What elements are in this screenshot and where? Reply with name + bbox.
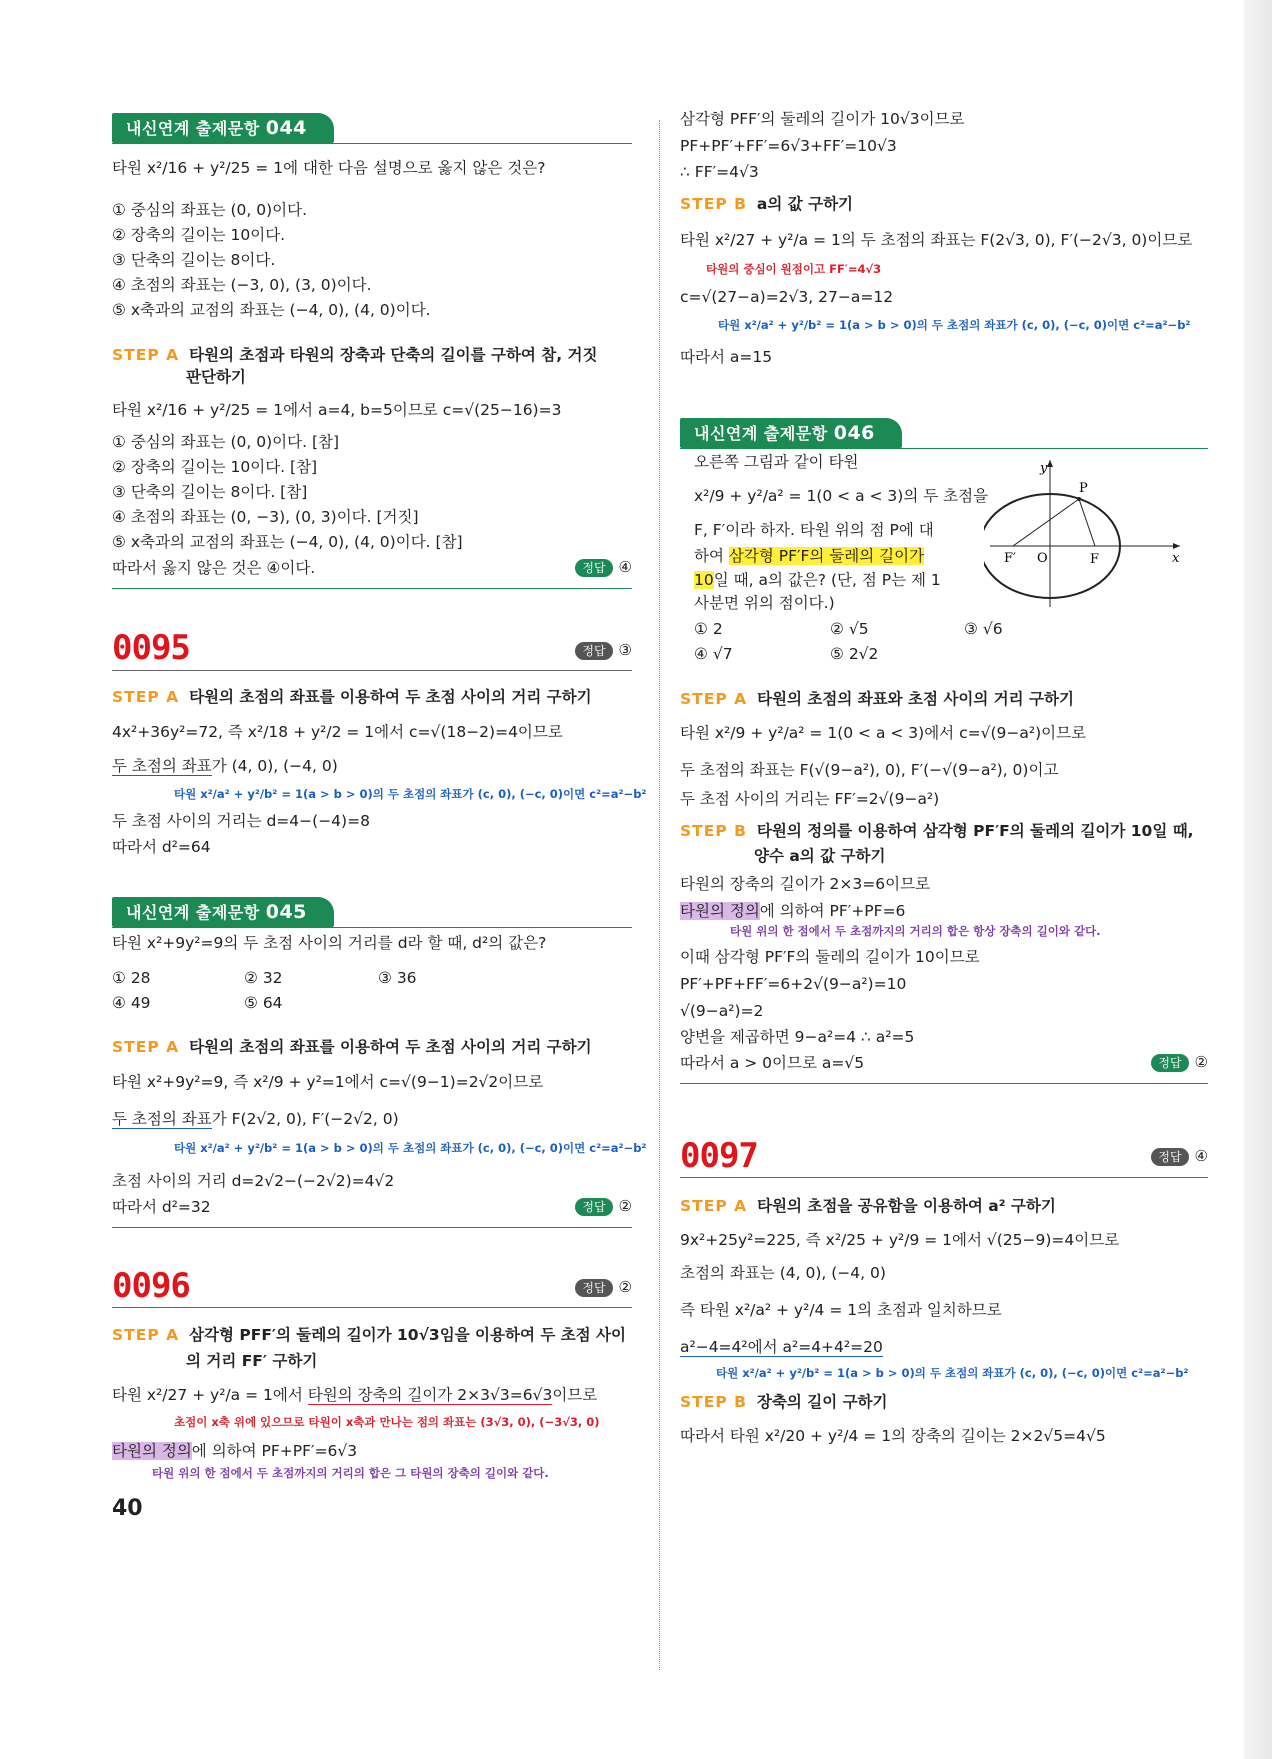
solution-line: 양변을 제곱하면 9−a²=4 ∴ a²=5 [680,1028,915,1046]
y-axis-arrow [1047,460,1053,467]
annotation-note: 타원 x²/a² + y²/b² = 1(a > b > 0)의 두 초점의 좌표가 (c, 0), (−c, 0)이면 c²=a²−b² [174,1141,647,1155]
annotation-note: 타원 위의 한 점에서 두 초점까지의 거리의 합은 항상 장축의 길이와 같다. [730,924,1101,938]
solution-line: 4x²+36y²=72, 즉 x²/18 + y²/2 = 1에서 c=√(18−2)=4이므로 [112,723,563,741]
solution-line: 따라서 a=15 [680,348,773,366]
annotation-note: 타원 x²/a² + y²/b² = 1(a > b > 0)의 두 초점의 좌표가 (c, 0), (−c, 0)이면 c²=a²−b² [718,318,1191,332]
choice: ⑤ 2√2 [830,645,879,663]
answer-badge [1151,1147,1208,1166]
answer-badge [575,1197,632,1216]
step-title: 타원의 초점과 타원의 장축과 단축의 길이를 구하여 참, 거짓 [189,346,598,364]
answer-pill: 정답 [575,1279,612,1297]
point-f-label: F [1090,552,1100,567]
column-divider [659,120,660,1670]
header-tag-text: 내신연계 출제문항 [694,424,828,443]
question-stem: 타원 x²+9y²=9의 두 초점 사이의 거리를 d라 할 때, d²의 값은? [112,934,547,952]
step-label: STEP A [680,1197,748,1215]
point-fprime-label: F′ [1004,551,1016,566]
step-a-heading [112,344,598,366]
header-number: 046 [833,422,875,444]
answer-pill: 정답 [1151,1148,1188,1166]
step-title: 타원의 정의를 이용하여 삼각형 PF′F의 둘레의 길이가 10일 때, [756,822,1194,840]
solution-line: √(9−a²)=2 [680,1002,764,1020]
line-text: 가 F(2√2, 0), F′(−2√2, 0) [211,1110,399,1128]
header-tag [112,113,334,143]
answer-badge [575,1278,632,1297]
solution-line: ⑤ x축과의 교점의 좌표는 (−4, 0), (4, 0)이다. [참] [112,533,463,551]
solution-line: 따라서 d²=64 [112,838,211,856]
solution-line: 즉 타원 x²/a² + y²/4 = 1의 초점과 일치하므로 [680,1301,1002,1319]
problem-rule [112,1307,632,1308]
underlined-phrase: 타원의 장축의 길이가 2×3√3=6√3 [307,1386,553,1404]
step-title-cont: 판단하기 [186,368,246,386]
step-title: 장축의 길이 구하기 [756,1393,888,1411]
problem-rule [112,670,632,671]
answer-badge [1151,1053,1208,1072]
segment-pfp [1013,499,1079,546]
solution-line: 타원 x²/27 + y²/a = 1의 두 초점의 좌표는 F(2√3, 0), F′(−2√3, 0)이므로 [680,231,1193,249]
problem-number: 0095 [112,628,190,668]
solution-line: 따라서 타원 x²/20 + y²/4 = 1의 장축의 길이는 2×2√5=4√5 [680,1427,1106,1445]
answer-value: ② [618,1278,632,1296]
answer-badge [575,558,632,577]
step-title: 타원의 초점의 좌표와 초점 사이의 거리 구하기 [757,690,1074,708]
problem-number: 0096 [112,1266,190,1306]
choice: ⑤ 64 [244,994,283,1012]
question-line [694,570,941,590]
solution-line [680,1337,883,1357]
question-line: 사분면 위의 점이다.) [694,594,835,612]
choice: ④ √7 [694,645,733,663]
choice: ② 장축의 길이는 10이다. [112,226,286,244]
header-tag [680,418,902,448]
step-a-heading [680,688,1074,710]
choice: ② √5 [830,620,869,638]
line-text: 에 의하여 PF′+PF=6 [759,902,906,920]
solution-line: 삼각형 PFF′의 둘레의 길이가 10√3이므로 [680,110,965,128]
choice: ③ 단축의 길이는 8이다. [112,251,276,269]
page-number: 40 [112,1496,143,1521]
solution-line: 따라서 a > 0이므로 a=√5 [680,1054,865,1072]
step-title: 삼각형 PFF′의 둘레의 길이가 10√3임을 이용하여 두 초점 사이 [189,1326,626,1344]
solution-line: 따라서 옳지 않은 것은 ④이다. [112,559,316,577]
choice: ② 32 [244,969,283,987]
step-b-heading [680,820,1194,842]
choice: ③ 36 [378,969,417,987]
line-text: 에 의하여 PF+PF′=6√3 [191,1442,358,1460]
step-a-heading [680,1195,1056,1217]
choice: ① 28 [112,969,151,987]
choice: ① 중심의 좌표는 (0, 0)이다. [112,201,308,219]
question-stem: 타원 x²/16 + y²/25 = 1에 대한 다음 설명으로 옳지 않은 것은? [112,159,546,177]
highlighted-phrase: 타원의 정의 [112,1442,192,1460]
step-title: 타원의 초점을 공유함을 이용하여 a² 구하기 [757,1197,1056,1215]
header-tag-text: 내신연계 출제문항 [126,119,260,138]
y-axis-label: y [1040,461,1048,476]
step-label: STEP B [680,822,747,840]
solution-line: 이때 삼각형 PF′F의 둘레의 길이가 10이므로 [680,948,980,966]
solution-line: 따라서 d²=32 [112,1198,211,1216]
step-label: STEP A [112,346,180,364]
section-separator [112,1227,632,1228]
solution-line: 타원 x²/9 + y²/a² = 1(0 < a < 3)에서 c=√(9−a²)이므로 [680,724,1087,742]
solution-line: 타원 x²/16 + y²/25 = 1에서 a=4, b=5이므로 c=√(25−16)=3 [112,401,562,419]
line-text: 가 (4, 0), (−4, 0) [211,757,338,775]
choice: ⑤ x축과의 교점의 좌표는 (−4, 0), (4, 0)이다. [112,301,431,319]
solution-line: 9x²+25y²=225, 즉 x²/25 + y²/9 = 1에서 √(25−9)=4이므로 [680,1231,1120,1249]
step-title: a의 값 구하기 [756,195,854,213]
step-a-heading [112,686,592,708]
solution-line: 두 초점 사이의 거리는 FF′=2√(9−a²) [680,790,940,808]
answer-value: ③ [618,641,632,659]
solution-line: ② 장축의 길이는 10이다. [참] [112,458,318,476]
choice: ③ √6 [964,620,1003,638]
annotation-note: 타원 위의 한 점에서 두 초점까지의 거리의 합은 그 타원의 장축의 길이와 같다. [152,1466,549,1480]
highlighted-phrase: 10 [694,571,714,589]
question-line: F, F′이라 하자. 타원 위의 점 P에 대 [694,521,934,539]
header-tag-text: 내신연계 출제문항 [126,903,260,922]
question-line [694,546,924,566]
answer-value: ② [618,1197,632,1215]
solution-line: 두 초점의 좌표는 F(√(9−a²), 0), F′(−√(9−a²), 0)이고 [680,761,1059,779]
step-label: STEP A [680,690,748,708]
header-number: 045 [265,901,307,923]
page-edge-shadow [1244,0,1272,1759]
step-b-heading [680,193,853,215]
answer-value: ④ [618,558,632,576]
segment-pf [1079,499,1095,546]
solution-line: 초점 사이의 거리 d=2√2−(−2√2)=4√2 [112,1172,395,1190]
question-line: x²/9 + y²/a² = 1(0 < a < 3)의 두 초점을 [694,487,989,505]
step-title-cont: 의 거리 FF′ 구하기 [186,1352,318,1370]
step-label: STEP A [112,1038,180,1056]
answer-pill: 정답 [1151,1054,1188,1072]
header-number: 044 [265,117,307,139]
answer-pill: 정답 [575,642,612,660]
line-text: 일 때, a의 값은? (단, 점 P는 제 1 [713,571,941,589]
answer-badge [575,641,632,660]
solution-line: PF+PF′+FF′=6√3+FF′=10√3 [680,137,897,155]
problem-header-044 [112,113,632,143]
x-axis-arrow [1173,543,1180,549]
header-rule [112,143,632,144]
line-text: 하여 [694,547,729,565]
choice: ④ 49 [112,994,151,1012]
choice: ① 2 [694,620,723,638]
step-a-heading [112,1324,626,1346]
solution-line: ③ 단축의 길이는 8이다. [참] [112,483,308,501]
step-title-cont: 양수 a의 값 구하기 [754,847,886,865]
solution-line: 타원 x²+9y²=9, 즉 x²/9 + y²=1에서 c=√(9−1)=2√2이므로 [112,1073,544,1091]
section-separator [680,1083,1208,1084]
question-line: 오른쪽 그림과 같이 타원 [694,453,859,471]
annotation-note: 초점이 x축 위에 있으므로 타원이 x축과 만나는 점의 좌표는 (3√3, 0), (−3√3, 0) [174,1415,600,1429]
line-text: 타원 x²/27 + y²/a = 1에서 [112,1386,308,1404]
solution-line: 두 초점 사이의 거리는 d=4−(−4)=8 [112,812,370,830]
answer-pill: 정답 [575,559,612,577]
step-label: STEP A [112,1326,180,1344]
header-rule [680,448,1208,449]
solution-line: 타원의 장축의 길이가 2×3=6이므로 [680,875,931,893]
section-separator [112,588,632,589]
step-label: STEP A [112,688,180,706]
solution-line: 초점의 좌표는 (4, 0), (−4, 0) [680,1264,886,1282]
annotation-note: 타원 x²/a² + y²/b² = 1(a > b > 0)의 두 초점의 좌표가 (c, 0), (−c, 0)이면 c²=a²−b² [174,787,647,801]
origin-label: O [1037,551,1048,566]
solution-line [680,901,905,921]
x-axis-label: x [1172,551,1180,566]
step-title: 타원의 초점의 좌표를 이용하여 두 초점 사이의 거리 구하기 [189,688,592,706]
header-tag [112,897,334,927]
problem-rule [680,1177,1208,1178]
ellipse-figure [984,452,1184,612]
solution-line [112,1109,399,1129]
underlined-phrase: 두 초점의 좌표 [112,757,212,775]
step-title: 타원의 초점의 좌표를 이용하여 두 초점 사이의 거리 구하기 [189,1038,592,1056]
annotation-note: 타원의 중심이 원점이고 FF′=4√3 [706,262,882,276]
point-p [1077,497,1081,501]
highlighted-phrase: 삼각형 PF′F의 둘레의 길이가 [728,547,925,565]
highlighted-phrase: 타원의 정의 [680,902,760,920]
underlined-phrase: a²−4=4²에서 a²=4+4²=20 [680,1338,883,1356]
solution-line [112,756,338,776]
annotation-note: 타원 x²/a² + y²/b² = 1(a > b > 0)의 두 초점의 좌표가 (c, 0), (−c, 0)이면 c²=a²−b² [716,1366,1189,1380]
solution-line [112,1385,597,1405]
problem-number: 0097 [680,1136,758,1176]
step-label: STEP B [680,195,747,213]
step-b-heading [680,1391,887,1413]
solution-line: c=√(27−a)=2√3, 27−a=12 [680,288,894,306]
answer-value: ④ [1194,1147,1208,1165]
solution-line: PF′+PF+FF′=6+2√(9−a²)=10 [680,975,907,993]
line-text: 이므로 [552,1386,598,1404]
solution-line: ④ 초점의 좌표는 (0, −3), (0, 3)이다. [거짓] [112,508,419,526]
solution-line [112,1441,357,1461]
answer-value: ② [1194,1053,1208,1071]
header-rule [112,927,632,928]
problem-header-045 [112,897,632,927]
underlined-phrase: 두 초점의 좌표 [112,1110,212,1128]
problem-header-046 [680,418,1208,448]
solution-line: ① 중심의 좌표는 (0, 0)이다. [참] [112,433,340,451]
step-a-heading [112,1036,592,1058]
answer-pill: 정답 [575,1198,612,1216]
choice: ④ 초점의 좌표는 (−3, 0), (3, 0)이다. [112,276,372,294]
step-label: STEP B [680,1393,747,1411]
point-p-label: P [1079,481,1088,496]
solution-line: ∴ FF′=4√3 [680,163,759,181]
